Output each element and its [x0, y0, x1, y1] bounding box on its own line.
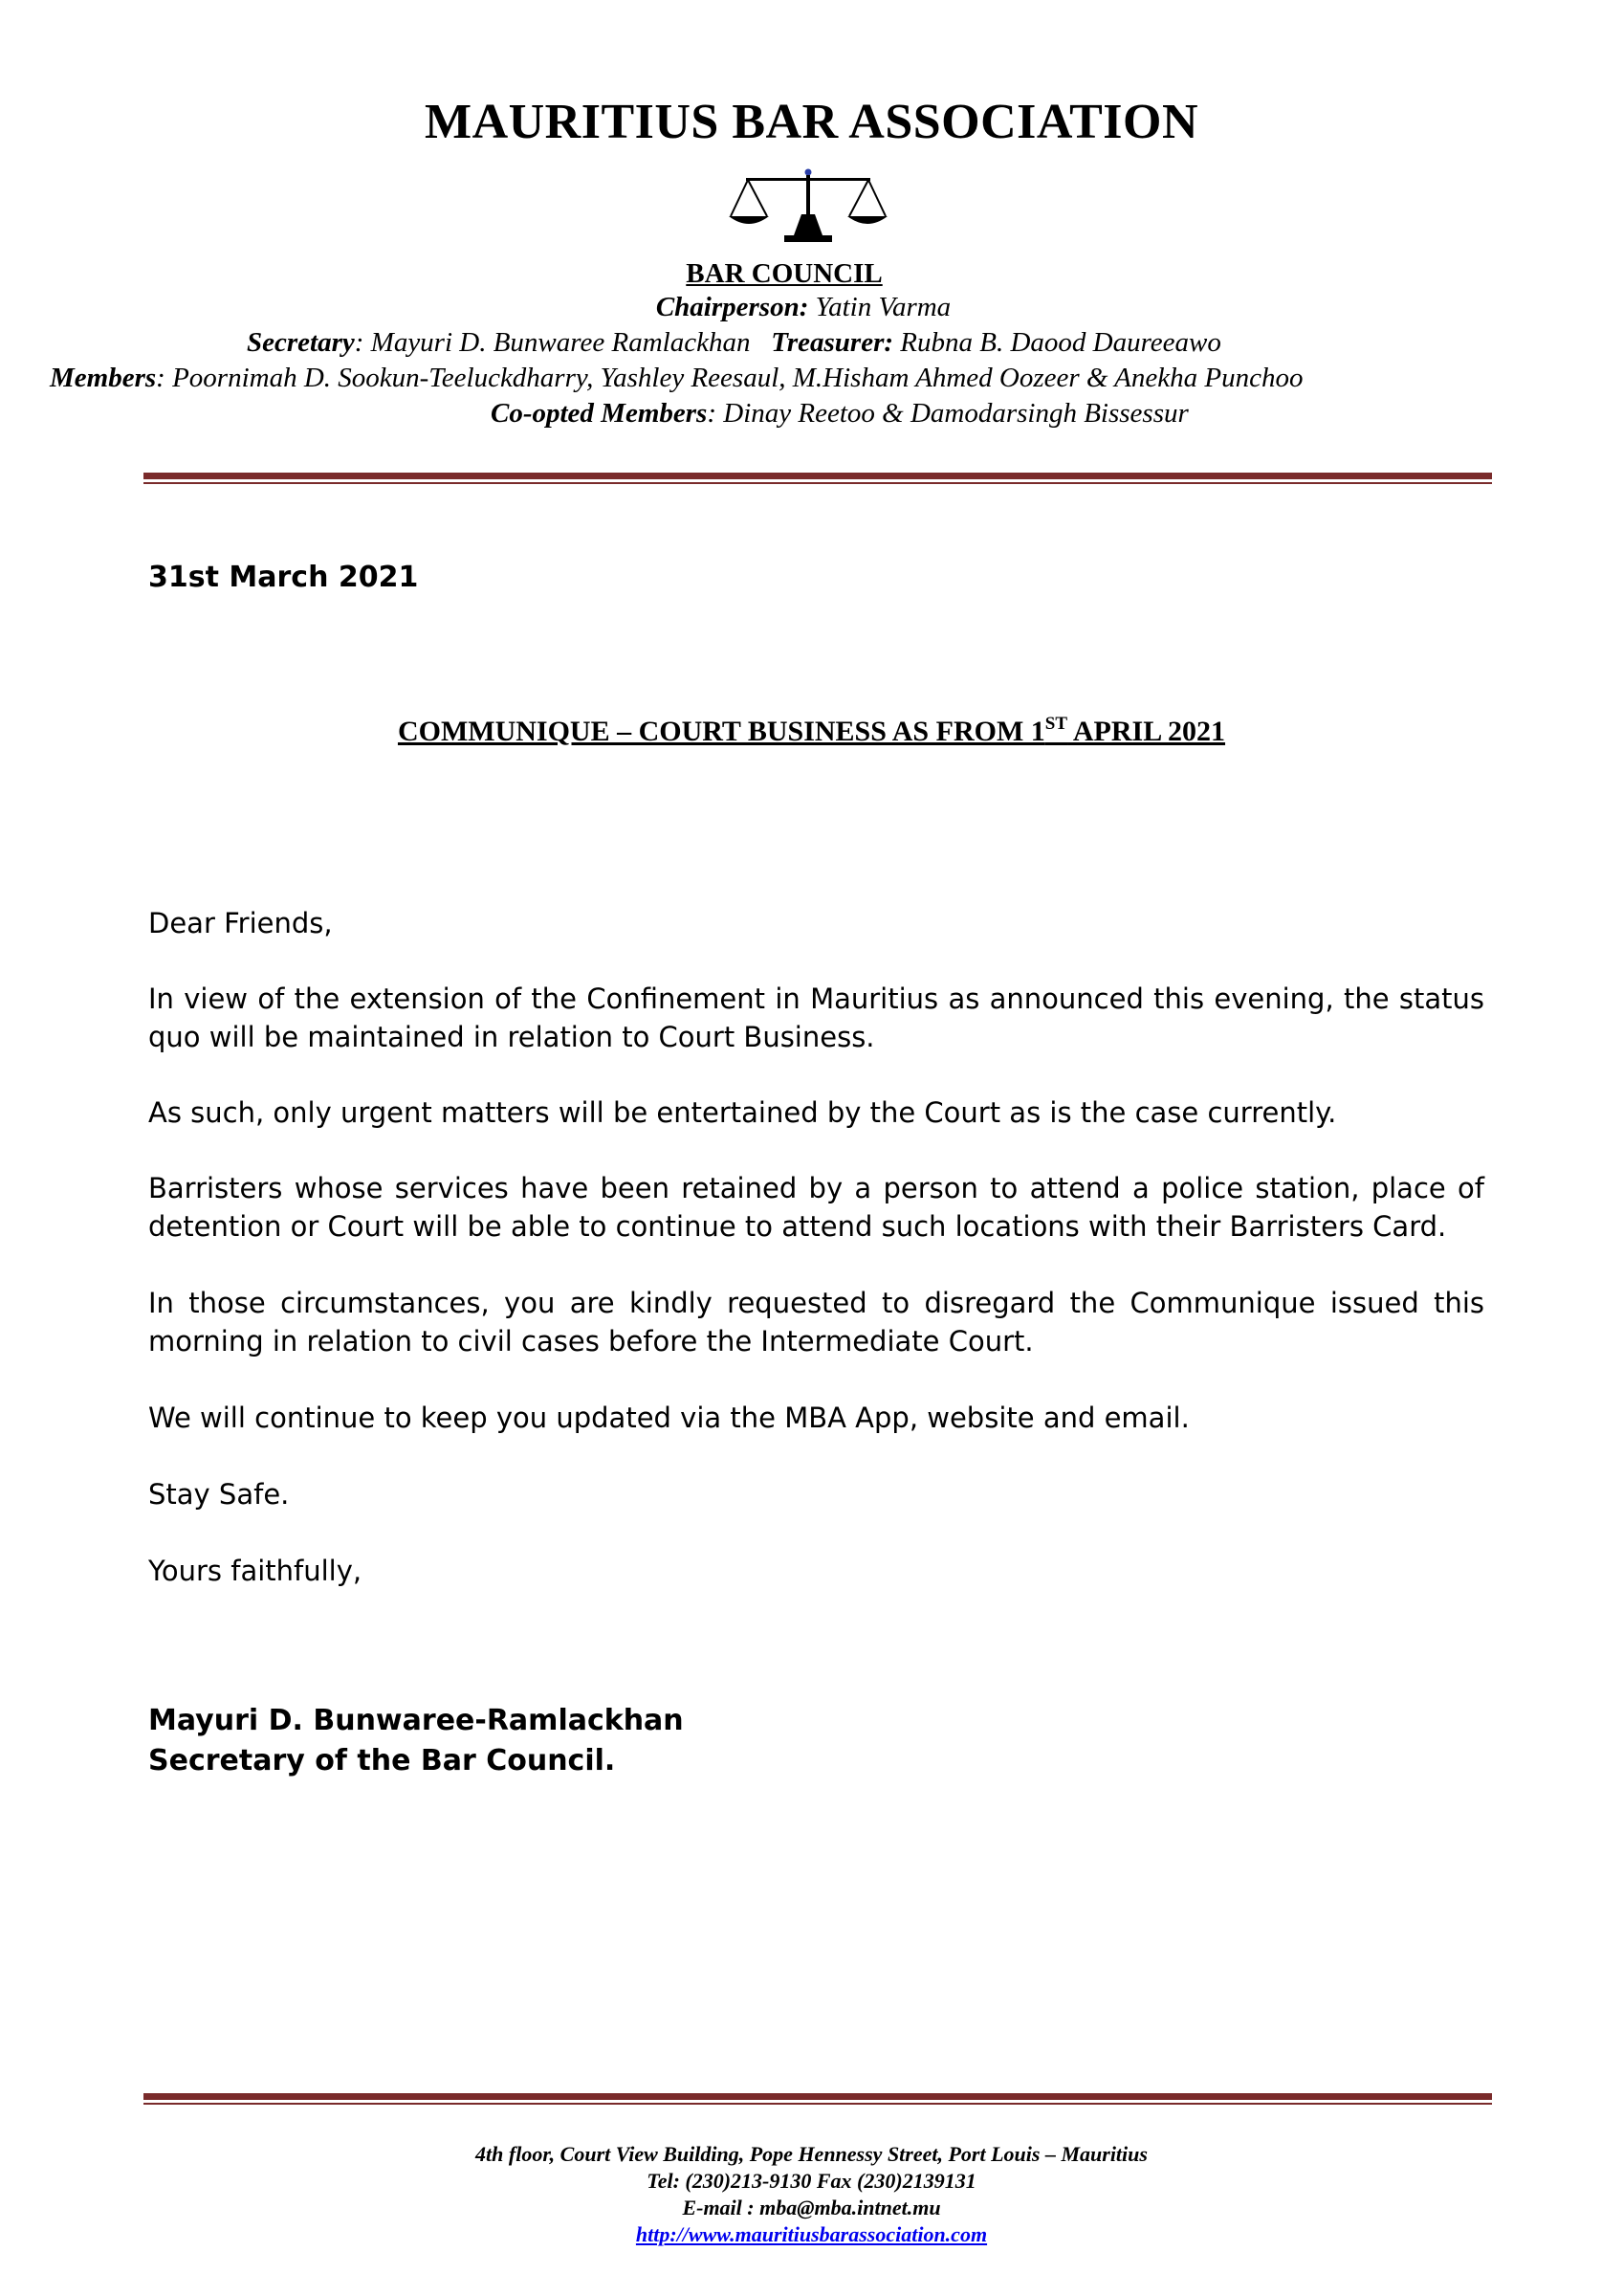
treasurer-label: Treasurer:	[771, 327, 894, 358]
coopted-names: : Dinay Reetoo & Damodarsingh Bissessur	[707, 398, 1189, 429]
body-paragraph: Barristers whose services have been retained by a person to attend a police station, place of detention or Court will be able to continue to attend such locations with their Barristers Card.	[148, 1172, 1484, 1243]
website-link-text[interactable]: http://www.mauritiusbarassociation.com	[635, 2222, 988, 2246]
scales-of-justice-icon	[727, 168, 889, 249]
body-paragraph: In view of the extension of the Confinement in Mauritius as announced this evening, the status quo will be maintained in relation to Court Business.	[148, 982, 1484, 1053]
signatory-name: Mayuri D. Bunwaree-Ramlackhan	[148, 1704, 684, 1737]
members-line	[50, 363, 1303, 394]
closing: Yours faithfully,	[148, 1555, 362, 1587]
body-paragraph: Stay Safe.	[148, 1478, 290, 1511]
heading-main: COMMUNIQUE – COURT BUSINESS AS FROM 1	[397, 716, 1045, 747]
coopted-label: Co-opted Members	[491, 398, 708, 429]
heading-superscript: ST	[1044, 714, 1068, 734]
footer-address: 4th floor, Court View Building, Pope Hennessy Street, Port Louis – Mauritius	[475, 2142, 1148, 2166]
org-title: MAURITIUS BAR ASSOCIATION	[424, 95, 1199, 149]
treasurer-name: Rubna B. Daood Daureeawo	[893, 327, 1221, 358]
footer-email: E-mail : mba@mba.intnet.mu	[682, 2196, 941, 2219]
footer-phone-fax: Tel: (230)213-9130 Fax (230)2139131	[647, 2169, 976, 2193]
secretary-treasurer-line	[247, 327, 1221, 359]
heading-tail: APRIL 2021	[1067, 716, 1226, 747]
footer-website-link[interactable]	[0, 2221, 1623, 2248]
body-paragraph: In those circumstances, you are kindly requested to disregard the Communique issued this morning in relation to civil cases before the Intermediate Court.	[148, 1287, 1484, 1358]
salutation: Dear Friends,	[148, 907, 333, 939]
chairperson-label: Chairperson:	[655, 292, 809, 322]
footer-divider	[143, 2093, 1492, 2105]
letter-date: 31st March 2021	[148, 561, 419, 594]
communique-heading	[0, 716, 1623, 748]
members-names: : Poornimah D. Sookun-Teeluckdharry, Yashley Reesaul, M.Hisham Ahmed Oozeer & Anekha Punchoo	[156, 363, 1304, 393]
council-title: BAR COUNCIL	[686, 258, 883, 289]
secretary-label: Secretary	[247, 327, 355, 358]
secretary-name: : Mayuri D. Bunwaree Ramlackhan	[354, 327, 751, 358]
members-label: Members	[50, 363, 157, 393]
body-paragraph: We will continue to keep you updated via the MBA App, website and email.	[148, 1402, 1190, 1434]
coopted-members-line	[491, 398, 1189, 430]
header-divider	[143, 473, 1492, 484]
chairperson-name: Yatin Varma	[808, 292, 952, 322]
body-paragraph: As such, only urgent matters will be entertained by the Court as is the case currently.	[148, 1096, 1337, 1129]
chairperson-line	[0, 292, 1607, 323]
signatory-title: Secretary of the Bar Council.	[148, 1744, 616, 1777]
